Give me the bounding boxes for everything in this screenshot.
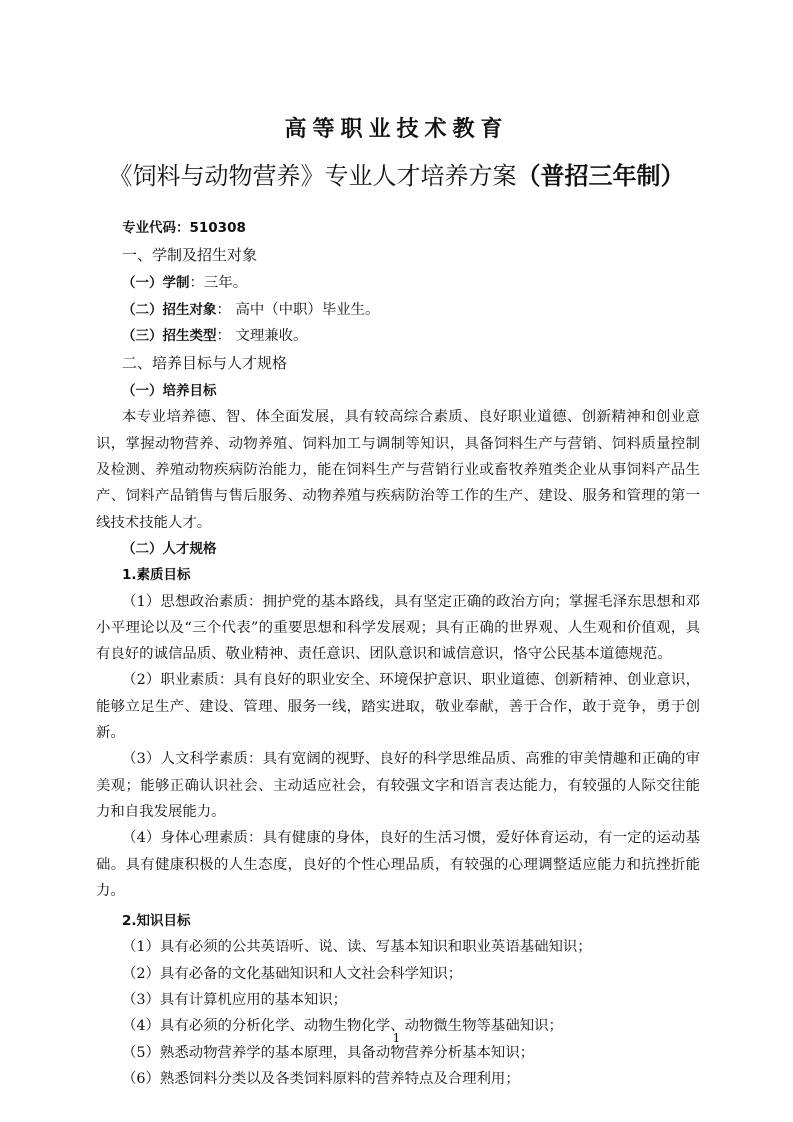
item-label: （三）招生类型 bbox=[122, 327, 217, 344]
item-sep: ： bbox=[189, 275, 204, 292]
quality-item: （3）人文科学素质：具有宽阔的视野、良好的科学思维品质、高雅的审美情趣和正确的审美观；能够正确认识社会、主动适应社会，有较强文字和语言表达能力，有较强的人际交往能力和自我发展能力。 bbox=[96, 751, 700, 820]
section1-item bbox=[96, 270, 700, 296]
subtitle-suffix: （普招三年制） bbox=[516, 162, 685, 190]
knowledge-item: （6）熟悉饲料分类以及各类饲料原料的营养特点及合理利用； bbox=[122, 1070, 520, 1087]
item-label: （二）招生对象 bbox=[122, 301, 217, 318]
quality-heading: 1.素质目标 bbox=[122, 567, 191, 584]
major-code bbox=[96, 215, 700, 241]
document-body bbox=[96, 215, 700, 1092]
knowledge-heading: 2.知识目标 bbox=[122, 913, 191, 930]
goal-heading: （一）培养目标 bbox=[122, 383, 217, 400]
document-subtitle bbox=[0, 156, 793, 191]
knowledge-item: （3）具有计算机应用的基本知识； bbox=[122, 992, 348, 1009]
major-code-value: 510308 bbox=[189, 220, 246, 236]
quality-item: （1）思想政治素质：拥护党的基本路线，具有坚定正确的政治方向；掌握毛泽东思想和邓小平理论以及“三个代表”的重要思想和科学发展观；具有正确的世界观、人生观和价值观，具有良好的诚信品质、敬业精神、责任意识、团队意识和诚信意识，恪守公民基本道德规范。 bbox=[96, 593, 700, 663]
page-number: 1 bbox=[392, 1031, 401, 1045]
section1-item bbox=[96, 323, 700, 349]
knowledge-item: （5）熟悉动物营养学的基本原理，具备动物营养分析基本知识； bbox=[122, 1044, 535, 1061]
quality-item: （2）职业素质：具有良好的职业安全、环境保护意识、职业道德、创新精神、创业意识，能够立足生产、建设、管理、服务一线，踏实进取，敬业奉献，善于合作，敢于竞争，勇于创新。 bbox=[96, 672, 700, 742]
major-code-label: 专业代码： bbox=[122, 220, 190, 236]
spec-heading: （二）人才规格 bbox=[122, 540, 217, 557]
section1-item bbox=[96, 297, 700, 323]
knowledge-item: （1）具有必须的公共英语听、说、读、写基本知识和职业英语基础知识； bbox=[122, 939, 592, 956]
item-value: 文理兼收。 bbox=[230, 327, 308, 344]
section2-heading: 二、培养目标与人才规格 bbox=[122, 354, 288, 373]
goal-paragraph: 本专业培养德、智、体全面发展，具有较高综合素质、良好职业道德、创新精神和创业意识，掌握动物营养、动物养殖、饲料加工与调制等知识，具备饲料生产与营销、饲料质量控制及检测、养殖动物疾病防治能力，能在饲料生产与营销行业或畜牧养殖类企业从事饲料产品生产、饲料产品销售与售后服务、动物养殖与疾病防治等工作的生产、建设、服务和管理的第一线技术技能人才。 bbox=[96, 409, 700, 531]
item-sep: ： bbox=[216, 327, 231, 344]
knowledge-item: （4）具有必须的分析化学、动物生物化学、动物微生物等基础知识； bbox=[122, 1018, 563, 1035]
item-label: （一）学制 bbox=[122, 275, 190, 292]
item-value: 高中（中职）毕业生。 bbox=[230, 301, 380, 318]
quality-item: （4）身体心理素质：具有健康的身体，良好的生活习惯，爱好体育运动，有一定的运动基础。具有健康积极的人生态度，良好的个性心理品质，有较强的心理调整适应能力和抗挫折能力。 bbox=[96, 830, 700, 899]
document-title: 高等职业技术教育 bbox=[284, 117, 509, 142]
item-sep: ： bbox=[216, 301, 231, 318]
subtitle-main: 《饲料与动物营养》专业人才培养方案 bbox=[108, 162, 517, 190]
knowledge-item: （2）具有必备的文化基础知识和人文社会科学知识； bbox=[122, 965, 463, 982]
item-value: 三年。 bbox=[203, 275, 248, 292]
section1-heading: 一、学制及招生对象 bbox=[122, 246, 258, 265]
